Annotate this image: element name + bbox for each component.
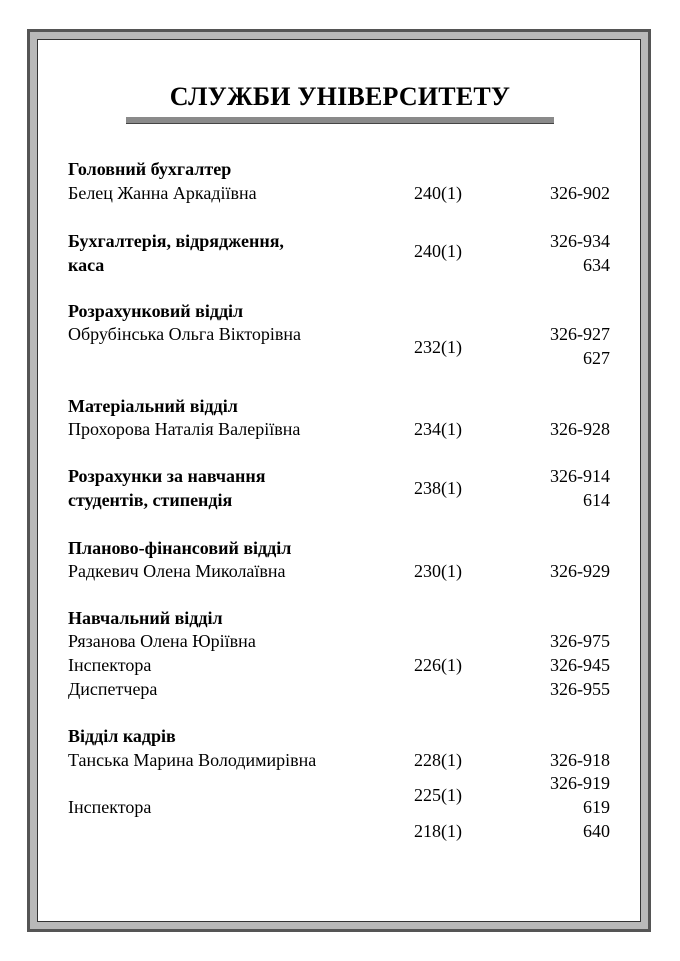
phone-number: 326-918 bbox=[550, 750, 610, 770]
phone-number: 326-934 bbox=[550, 231, 610, 251]
phone-number: 326-919 bbox=[550, 773, 610, 793]
phone-number: 627 bbox=[583, 348, 610, 368]
phone-number: 326-929 bbox=[550, 561, 610, 581]
person-name: Диспетчера bbox=[68, 679, 158, 699]
phone-number: 614 bbox=[583, 490, 610, 510]
phone-number: 326-902 bbox=[550, 183, 610, 203]
room-number: 218(1) bbox=[414, 821, 462, 841]
title-underline bbox=[126, 117, 554, 124]
section-heading: Відділ кадрів bbox=[68, 726, 176, 746]
section-heading: Розрахунковий відділ bbox=[68, 301, 244, 321]
section-heading: Матеріальний відділ bbox=[68, 396, 238, 416]
section-heading: Головний бухгалтер bbox=[68, 159, 232, 179]
section-heading: Розрахунки за навчання bbox=[68, 466, 266, 486]
room-number: 240(1) bbox=[414, 241, 462, 261]
room-number: 225(1) bbox=[414, 785, 462, 805]
page-title: СЛУЖБИ УНІВЕРСИТЕТУ bbox=[169, 82, 511, 111]
phone-number: 634 bbox=[583, 255, 610, 275]
section-heading: каса bbox=[68, 255, 105, 275]
room-number: 238(1) bbox=[414, 478, 462, 498]
person-name: Белец Жанна Аркадіївна bbox=[68, 183, 257, 203]
phone-number: 326-927 bbox=[550, 324, 610, 344]
person-name: Інспектора bbox=[68, 797, 152, 817]
room-number: 230(1) bbox=[414, 561, 462, 581]
phone-number: 326-914 bbox=[550, 466, 610, 486]
person-name: Танська Марина Володимирівна bbox=[68, 750, 317, 770]
phone-number: 326-975 bbox=[550, 631, 610, 651]
section-heading: Планово-фінансовий відділ bbox=[68, 538, 292, 558]
person-name: Інспектора bbox=[68, 655, 152, 675]
phone-number: 640 bbox=[583, 821, 610, 841]
section-heading: Бухгалтерія, відрядження, bbox=[68, 231, 284, 251]
room-number: 234(1) bbox=[414, 419, 462, 439]
room-number: 226(1) bbox=[414, 655, 462, 675]
phone-number: 619 bbox=[583, 797, 610, 817]
person-name: Рязанова Олена Юріївна bbox=[68, 631, 256, 651]
room-number: 232(1) bbox=[414, 337, 462, 357]
phone-number: 326-955 bbox=[550, 679, 610, 699]
section-heading: Навчальний відділ bbox=[68, 608, 223, 628]
phone-number: 326-928 bbox=[550, 419, 610, 439]
room-number: 240(1) bbox=[414, 183, 462, 203]
person-name: Обрубінська Ольга Вікторівна bbox=[68, 324, 301, 344]
room-number: 228(1) bbox=[414, 750, 462, 770]
section-heading: студентів, стипендія bbox=[68, 490, 233, 510]
person-name: Радкевич Олена Миколаївна bbox=[68, 561, 286, 581]
phone-number: 326-945 bbox=[550, 655, 610, 675]
person-name: Прохорова Наталія Валеріївна bbox=[68, 419, 301, 439]
